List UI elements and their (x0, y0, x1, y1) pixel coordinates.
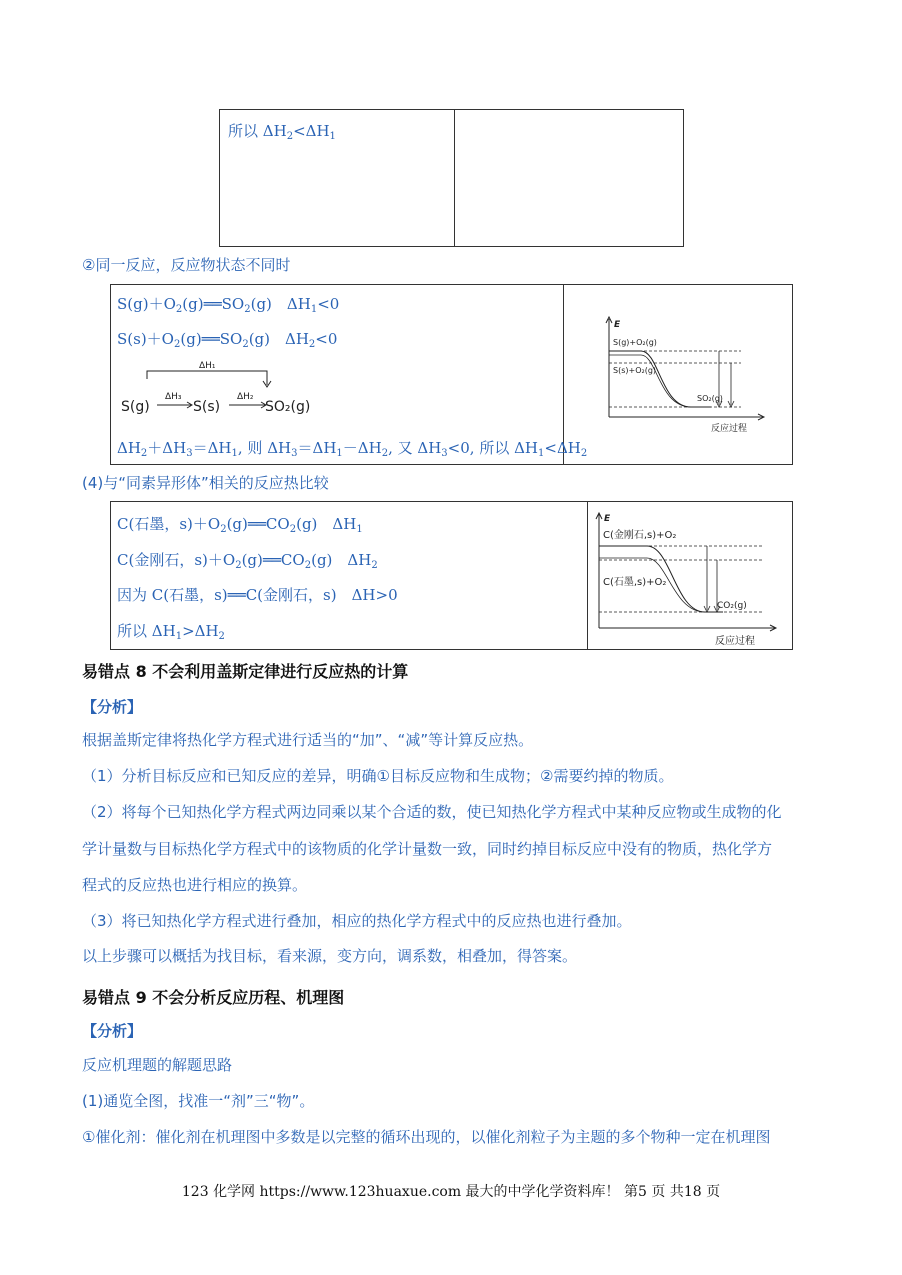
table-2-divider (563, 285, 564, 464)
diagram2-axis-x: 反应过程 (715, 636, 755, 647)
diagram2-label-top: C(金刚石,s)+O₂ (603, 530, 677, 541)
section-8-heading: 易错点 8 不会利用盖斯定律进行反应热的计算 (82, 662, 409, 681)
section-9-p1: 反应机理题的解题思路 (82, 1056, 233, 1074)
page-footer: 123 化学网 https://www.123huaxue.com 最大的中学化学资料库！ 第5 页 共18 页 (181, 1184, 721, 1200)
diagram1-axis-e: E (614, 320, 621, 330)
section-9-p3: ①催化剂：催化剂在机理图中多数是以完整的循环出现的，以催化剂粒子为主题的多个物种一定在机理图 (82, 1128, 771, 1146)
diagram2-axis-e: E (604, 514, 611, 524)
table-3-eq4: 所以 $\Delta H_1>\Delta H_2$ (117, 622, 225, 642)
diagram1-label-prod: SO₂(g) (697, 394, 723, 403)
diagram1-label-mid: S(s)+O₂(g) (613, 366, 657, 375)
section-9-p2: (1)通览全图，找准一“剂”三“物”。 (82, 1092, 315, 1110)
table-3-eq2: C(金刚石，$s)+O_2(g)══CO_2(g)$ $\Delta H_2$ (117, 551, 378, 571)
table-3 (110, 501, 793, 650)
section-9-tag: 【分析】 (82, 1022, 143, 1040)
section-8-p5: 以上步骤可以概括为找目标，看来源，变方向，调系数，相叠加，得答案。 (82, 947, 578, 965)
path-so2: SO₂(g) (265, 399, 311, 415)
section-8-p4: （3）将已知热化学方程式进行叠加，相应的热化学方程式中的反应热也进行叠加。 (82, 912, 632, 930)
table-1 (219, 109, 684, 247)
section-8-p3c: 程式的反应热也进行相应的换算。 (82, 876, 308, 894)
section-8-tag: 【分析】 (82, 698, 143, 716)
path-sg: S(g) (121, 399, 150, 415)
path-dh2-label: ΔH₂ (237, 392, 254, 402)
energy-diagram-1 (601, 313, 771, 433)
case2-title: ②同一反应，反应物状态不同时 (82, 256, 291, 274)
case4-title: (4)与“同素异形体”相关的反应热比较 (82, 474, 329, 492)
table-1-divider (454, 110, 455, 246)
section-8-p1: 根据盖斯定律将热化学方程式进行适当的“加”、“减”等计算反应热。 (82, 731, 534, 749)
table-3-eq1: C(石墨，$s)+O_2(g)══CO_2(g)$ $\Delta H_1$ (117, 515, 363, 535)
table-2 (110, 284, 793, 465)
reaction-path-scheme (117, 359, 327, 419)
path-ss: S(s) (193, 399, 221, 415)
diagram1-axis-x: 反应过程 (711, 424, 748, 433)
path-dh3-label: ΔH₃ (165, 392, 182, 402)
path-dh1-label: ΔH₁ (199, 361, 216, 371)
table-2-eq1: $S(g)+O_2(g)══SO_2(g)$ $\Delta H_1<0$ (117, 295, 340, 315)
section-8-p3a: （2）将每个已知热化学方程式两边同乘以某个合适的数，使已知热化学方程式中某种反应物或生成物的化 (82, 803, 782, 821)
energy-diagram-2 (593, 508, 783, 648)
section-8-p3b: 学计量数与目标热化学方程式中的该物质的化学计量数一致，同时约掉目标反应中没有的物质，热化学方 (82, 840, 773, 858)
table-3-eq3: 因为 C(石墨，s)══C(金刚石，s) ΔH>0 (117, 586, 398, 604)
diagram1-label-top: S(g)+O₂(g) (613, 338, 657, 347)
diagram2-label-mid: C(石墨,s)+O₂ (603, 577, 667, 588)
section-9-heading: 易错点 9 不会分析反应历程、机理图 (82, 988, 345, 1007)
table-2-conclusion: $\Delta H_2+\Delta H_3=\Delta H_1$, 则 $\Delta H_3=\Delta H_1-\Delta H_2$, 又 $\Delta H_3<0$, 所以 $\Delta H_1<\Delta H_2$ (117, 439, 588, 459)
table-2-eq2: $S(s)+O_2(g)══SO_2(g)$ $\Delta H_2<0$ (117, 330, 338, 350)
table-3-divider (587, 502, 588, 649)
diagram2-label-prod: CO₂(g) (717, 601, 747, 611)
table-1-text: 所以 $\Delta H_2<\Delta H_1$ (228, 122, 336, 142)
section-8-p2: （1）分析目标反应和已知反应的差异，明确①目标反应物和生成物；②需要约掉的物质。 (82, 767, 674, 785)
